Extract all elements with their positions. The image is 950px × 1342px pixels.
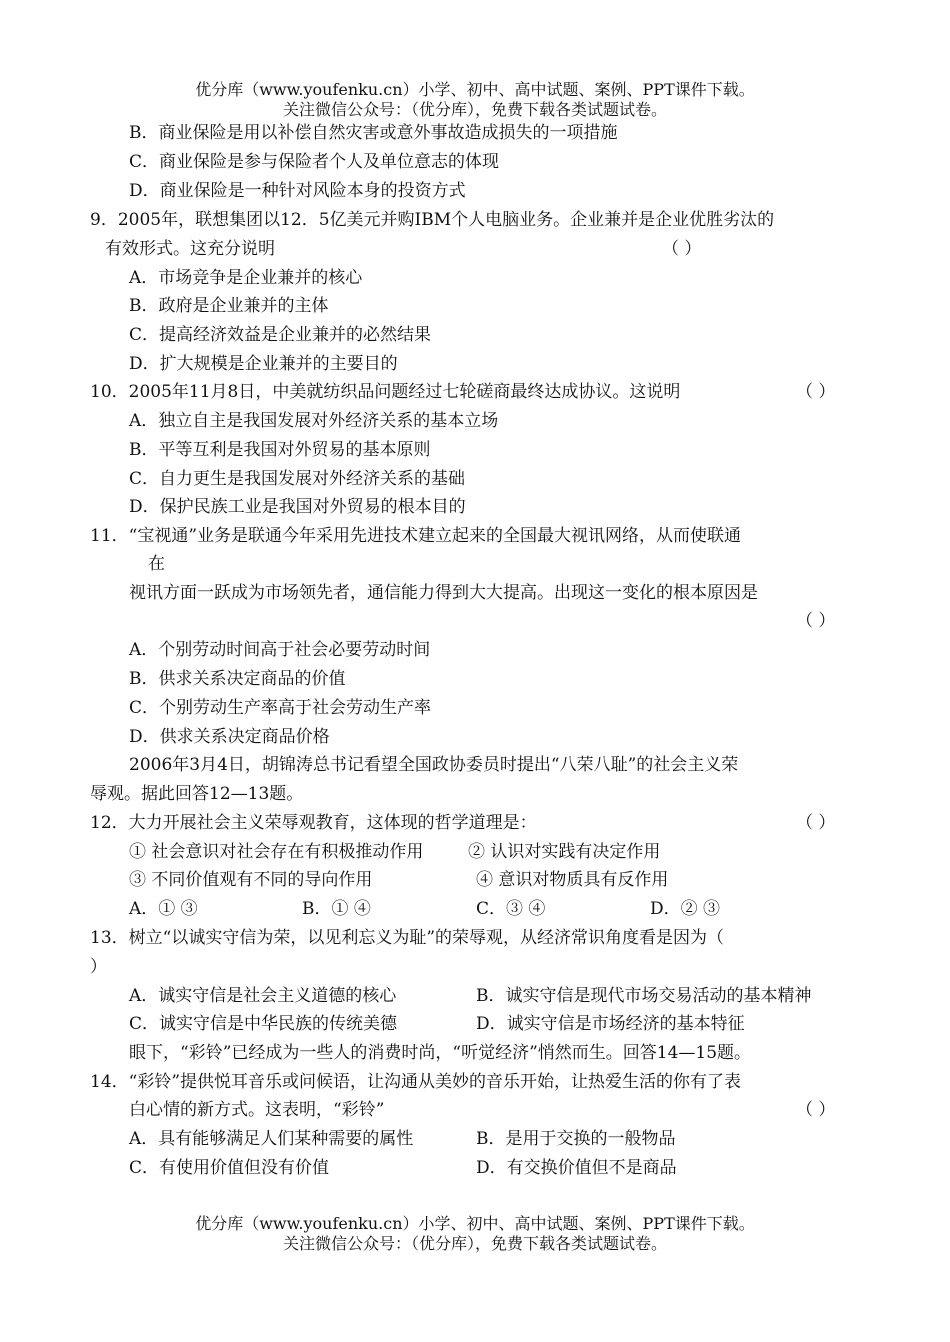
q13-stem-line-2: ） bbox=[90, 957, 107, 977]
q9-option-a: A．市场竞争是企业兼并的核心 bbox=[129, 268, 363, 288]
q14-option-d: D．有交换价值但不是商品 bbox=[476, 1158, 677, 1178]
q14-option-a: A．具有能够满足人们某种需要的属性 bbox=[129, 1129, 414, 1149]
q12-option-b: B．① ④ bbox=[302, 899, 371, 919]
q11-stem-line-2: 视讯方面一跃成为市场领先者，通信能力得到大大提高。出现这一变化的根本原因是 bbox=[129, 583, 758, 603]
q11-option-c: C．个别劳动生产率高于社会劳动生产率 bbox=[129, 698, 432, 718]
q14-option-c: C．有使用价值但没有价值 bbox=[129, 1158, 330, 1178]
q10-stem-line-1: 10．2005年11月8日，中美就纺织品问题经过七轮磋商最终达成协议。这说明 bbox=[90, 382, 681, 402]
intro-12-13-line-2: 辱观。据此回答12—13题。 bbox=[90, 784, 304, 804]
q13-option-a: A．诚实守信是社会主义道德的核心 bbox=[129, 986, 397, 1006]
q9-answer-paren: （ ） bbox=[662, 239, 702, 259]
header-line-2: 关注微信公众号：（优分库），免费下载各类试题试卷。 bbox=[282, 100, 667, 119]
q9-option-d: D．扩大规模是企业兼并的主要目的 bbox=[129, 354, 398, 374]
q13-stem-line-1: 13．树立“以诚实守信为荣，以见利忘义为耻”的荣辱观，从经济常识角度看是因为（ bbox=[90, 928, 725, 948]
q10-answer-paren: （ ） bbox=[796, 382, 836, 402]
q13-option-b: B．诚实守信是现代市场交易活动的基本精神 bbox=[476, 986, 812, 1006]
q11-answer-paren: （ ） bbox=[796, 611, 836, 631]
q12-statement-1: ① 社会意识对社会存在有积极推动作用 bbox=[129, 842, 424, 862]
q11-option-b: B．供求关系决定商品的价值 bbox=[129, 669, 346, 689]
q13-option-c: C．诚实守信是中华民族的传统美德 bbox=[129, 1014, 398, 1034]
q14-answer-paren: （ ） bbox=[796, 1100, 836, 1120]
footer-line-1: 优分库（www.youfenku.cn）小学、初中、高中试题、案例、PPT课件下载。 bbox=[195, 1214, 755, 1233]
header-line-1: 优分库（www.youfenku.cn）小学、初中、高中试题、案例、PPT课件下载。 bbox=[195, 80, 755, 99]
intro-14-15-line-1: 眼下，“彩铃”已经成为一些人的消费时尚，“听觉经济”悄然而生。回答14—15题。 bbox=[129, 1043, 752, 1063]
q12-statement-2: ② 认识对实践有决定作用 bbox=[468, 842, 661, 862]
q9-option-c: C．提高经济效益是企业兼并的必然结果 bbox=[129, 325, 432, 345]
q8-option-c: C．商业保险是参与保险者个人及单位意志的体现 bbox=[129, 152, 500, 172]
q9-stem-line-1: 9．2005年，联想集团以12．5亿美元并购IBM个人电脑业务。企业兼并是企业优胜劣汰的 bbox=[90, 210, 775, 230]
q11-option-a: A．个别劳动时间高于社会必要劳动时间 bbox=[129, 640, 431, 660]
q12-answer-paren: （ ） bbox=[796, 813, 836, 833]
q12-stem-line-1: 12．大力开展社会主义荣辱观教育，这体现的哲学道理是： bbox=[90, 813, 537, 833]
q8-option-b: B．商业保险是用以补偿自然灾害或意外事故造成损失的一项措施 bbox=[129, 123, 618, 143]
footer-line-2: 关注微信公众号：（优分库），免费下载各类试题试卷。 bbox=[282, 1234, 667, 1253]
q13-option-d: D．诚实守信是市场经济的基本特征 bbox=[476, 1014, 745, 1034]
q12-statement-3: ③ 不同价值观有不同的导向作用 bbox=[129, 870, 373, 890]
q11-stem-line-1b: 在 bbox=[148, 554, 165, 574]
q8-option-d: D．商业保险是一种针对风险本身的投资方式 bbox=[129, 181, 466, 201]
q14-stem-line-2: 白心情的新方式。这表明，“彩铃” bbox=[129, 1100, 385, 1120]
intro-12-13-line-1: 2006年3月4日，胡锦涛总书记看望全国政协委员时提出“八荣八耻”的社会主义荣 bbox=[129, 755, 739, 775]
q12-option-d: D．② ③ bbox=[650, 899, 721, 919]
q12-option-c: C．③ ④ bbox=[476, 899, 546, 919]
q14-option-b: B．是用于交换的一般物品 bbox=[476, 1129, 676, 1149]
q11-option-d: D．供求关系决定商品价格 bbox=[129, 727, 330, 747]
q12-statement-4: ④ 意识对物质具有反作用 bbox=[476, 870, 669, 890]
q10-option-d: D．保护民族工业是我国对外贸易的根本目的 bbox=[129, 497, 466, 517]
q10-option-a: A．独立自主是我国发展对外经济关系的基本立场 bbox=[129, 411, 499, 431]
q11-stem-line-1: 11．“宝视通”业务是联通今年采用先进技术建立起来的全国最大视讯网络，从而使联通 bbox=[90, 526, 742, 546]
q10-option-b: B．平等互利是我国对外贸易的基本原则 bbox=[129, 440, 431, 460]
q10-option-c: C．自力更生是我国发展对外经济关系的基础 bbox=[129, 469, 466, 489]
q9-stem-line-2: 有效形式。这充分说明 bbox=[105, 239, 275, 259]
q12-option-a: A．① ③ bbox=[129, 899, 198, 919]
q9-option-b: B．政府是企业兼并的主体 bbox=[129, 296, 329, 316]
q14-stem-line-1: 14．“彩铃”提供悦耳音乐或问候语，让沟通从美妙的音乐开始，让热爱生活的你有了表 bbox=[90, 1072, 742, 1092]
